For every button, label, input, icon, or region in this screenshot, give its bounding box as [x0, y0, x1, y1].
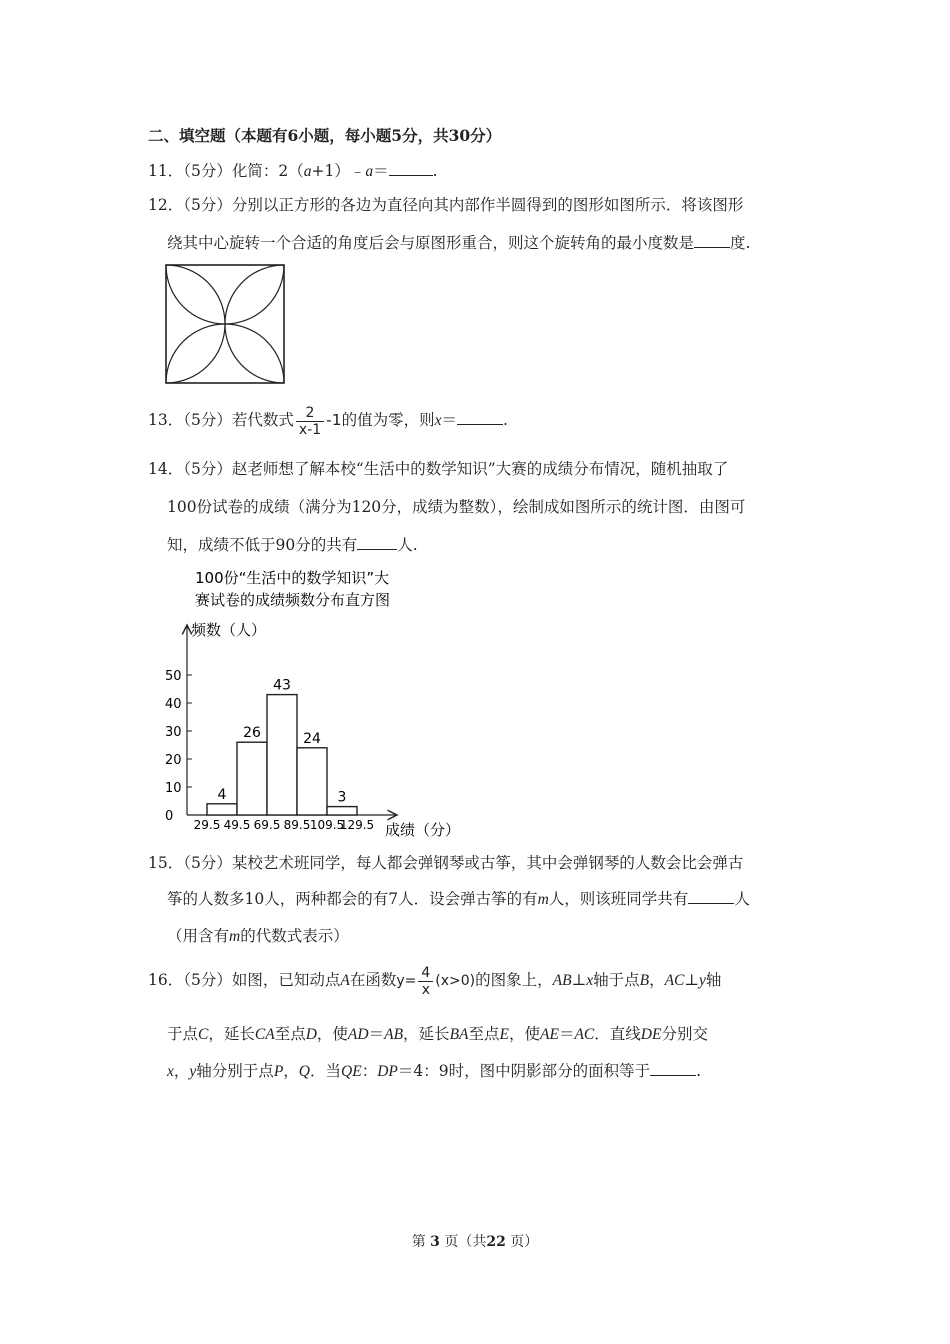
- question-score: （5分）: [183, 196, 232, 214]
- y-tick-label: 20: [165, 753, 182, 768]
- x-tick-label: 109.5: [309, 818, 345, 832]
- question-12: 12．（5分）分别以正方形的各边为直径向其内部作半圆得到的图形如图所示．将该图形: [148, 196, 744, 214]
- question-16-line3: x，y轴分别于点P，Q．当QE：DP＝4：9时，图中阴影部分的面积等于 .: [167, 1062, 702, 1080]
- chart-title-line2: 赛试卷的成绩频数分布直方图: [195, 591, 391, 609]
- y-axis-label: 频数（人）: [191, 621, 267, 639]
- question-score: （5分）: [183, 971, 232, 989]
- answer-blank: [694, 233, 730, 248]
- question-15: 15．（5分）某校艺术班同学，每人都会弹钢琴或古筝，其中会弹钢琴的人数会比会弹古: [148, 854, 744, 872]
- page-footer: 第 3 页（共22 页）: [411, 1234, 539, 1250]
- question-score: （5分）: [183, 460, 232, 478]
- chart-title-line1: 100份“生活中的数学知识”大: [195, 569, 390, 587]
- histogram-bar: [267, 695, 297, 815]
- question-12-line2: 绕其中心旋转一个合适的角度后会与原图形重合，则这个旋转角的最小度数是 度.: [167, 234, 751, 252]
- histogram-bar: [237, 742, 267, 815]
- histogram-bar: [297, 748, 327, 815]
- fraction: $\frac{4}{x}$: [418, 965, 433, 998]
- bar-group: [207, 678, 357, 815]
- square-semicircles-figure: [164, 263, 286, 385]
- y-tick-label: 50: [165, 669, 182, 684]
- answer-blank: [457, 410, 503, 425]
- x-axis-label: 成绩（分）: [385, 821, 461, 839]
- bar-value-label: 43: [273, 677, 291, 694]
- question-16-line2: 于点C，延长CA至点D，使AD＝AB，延长BA至点E，使AE＝AC．直线DE分别交: [167, 1025, 708, 1043]
- x-tick-group: [194, 818, 375, 832]
- question-number: 15．: [148, 854, 184, 872]
- y-tick-label: 10: [165, 781, 182, 796]
- question-15-line3: （用含有m的代数式表示）: [167, 927, 349, 945]
- question-score: （5分）: [183, 162, 232, 180]
- question-15-line2: 筝的人数多10人，两种都会的有7人．设会弹古筝的有m人，则该班同学共有 人: [167, 890, 750, 908]
- question-14-line3: 知，成绩不低于90分的共有 人.: [167, 536, 418, 554]
- histogram-bar: [327, 807, 357, 815]
- y-tick-label: 30: [165, 725, 182, 740]
- fraction: $\frac{2}{x-1}$: [296, 405, 324, 438]
- x-tick-label: 29.5: [193, 818, 221, 832]
- bar-value-label: 3: [337, 789, 347, 806]
- section-title: 二、填空题（本题有6小题，每小题5分，共30分）: [148, 126, 502, 145]
- x-tick-label: 49.5: [223, 818, 251, 832]
- bar-value-label: 24: [303, 730, 321, 747]
- bar-value-label: 26: [243, 725, 261, 742]
- question-16: 16．（5分）如图，已知动点A在函数y= $\frac{4}{x}$ (x>0)的图象上，AB⊥x轴于点B，AC⊥y轴: [148, 964, 722, 998]
- current-page: 3: [430, 1234, 440, 1250]
- y-tick-label: 40: [165, 697, 182, 712]
- question-11: 11．（5分）化简：2（a+1）﹣a＝ .: [148, 162, 438, 180]
- answer-blank: [688, 889, 734, 904]
- question-number: 13．: [148, 411, 184, 429]
- answer-blank: [389, 161, 433, 176]
- answer-blank: [650, 1061, 696, 1076]
- answer-blank: [357, 535, 397, 550]
- question-score: （5分）: [183, 411, 232, 429]
- question-number: 16．: [148, 971, 184, 989]
- histogram-bar: [207, 804, 237, 815]
- histogram-chart: [165, 563, 485, 843]
- x-tick-label: 129.5: [339, 818, 375, 832]
- question-number: 12．: [148, 196, 184, 214]
- y-tick-label: 0: [165, 809, 174, 824]
- y-tick-group: [165, 669, 192, 824]
- question-14-line2: 100份试卷的成绩（满分为120分，成绩为整数），绘制成如图所示的统计图．由图可: [167, 498, 746, 516]
- question-score: （5分）: [183, 854, 232, 872]
- total-pages: 22: [486, 1234, 506, 1250]
- bar-value-label: 4: [217, 786, 227, 803]
- x-tick-label: 69.5: [253, 818, 281, 832]
- question-13: 13．（5分）若代数式 $\frac{2}{x-1}$ -1的值为零，则x＝ .: [148, 404, 508, 438]
- question-number: 14．: [148, 460, 184, 478]
- question-14: 14．（5分）赵老师想了解本校“生活中的数学知识”大赛的成绩分布情况，随机抽取了: [148, 460, 729, 478]
- x-tick-label: 89.5: [283, 818, 311, 832]
- question-number: 11．: [148, 162, 184, 180]
